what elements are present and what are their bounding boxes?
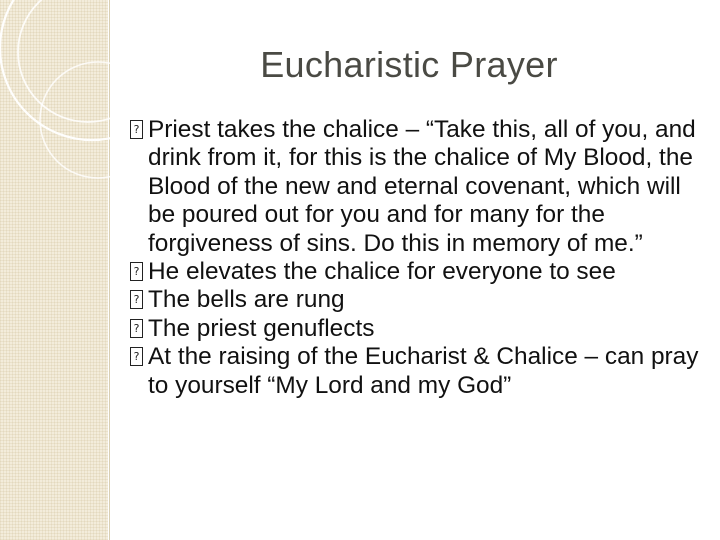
bullet-item: [130, 116, 700, 258]
missing-glyph-box-icon: [130, 347, 143, 366]
bullet-text: He elevates the chalice for everyone to see: [148, 258, 616, 286]
bullet-item: [130, 343, 700, 400]
bullet-text: The priest genuflects: [148, 314, 375, 342]
bullet-list: [130, 116, 700, 400]
missing-glyph-box-icon: [130, 262, 143, 281]
bullet-item: [130, 315, 700, 343]
bullet-text: Priest takes the chalice – “Take this, all of you, and drink from it, for this is the chalice of My Blood, the Blood of the new and eternal covenant, which will be poured out for you and for many for the forgiveness of sins. Do this in memory of me.”: [148, 116, 696, 257]
missing-glyph-box-icon: [130, 290, 143, 309]
bullet-item: [130, 258, 700, 286]
missing-glyph-box-icon: [130, 120, 143, 139]
bullet-item: [130, 286, 700, 314]
slide-title: Eucharistic Prayer: [260, 44, 558, 85]
bullet-text: At the raising of the Eucharist & Chalice – can pray to yourself “My Lord and my God”: [148, 343, 699, 399]
bullet-text: The bells are rung: [148, 286, 345, 314]
missing-glyph-box-icon: [130, 319, 143, 338]
